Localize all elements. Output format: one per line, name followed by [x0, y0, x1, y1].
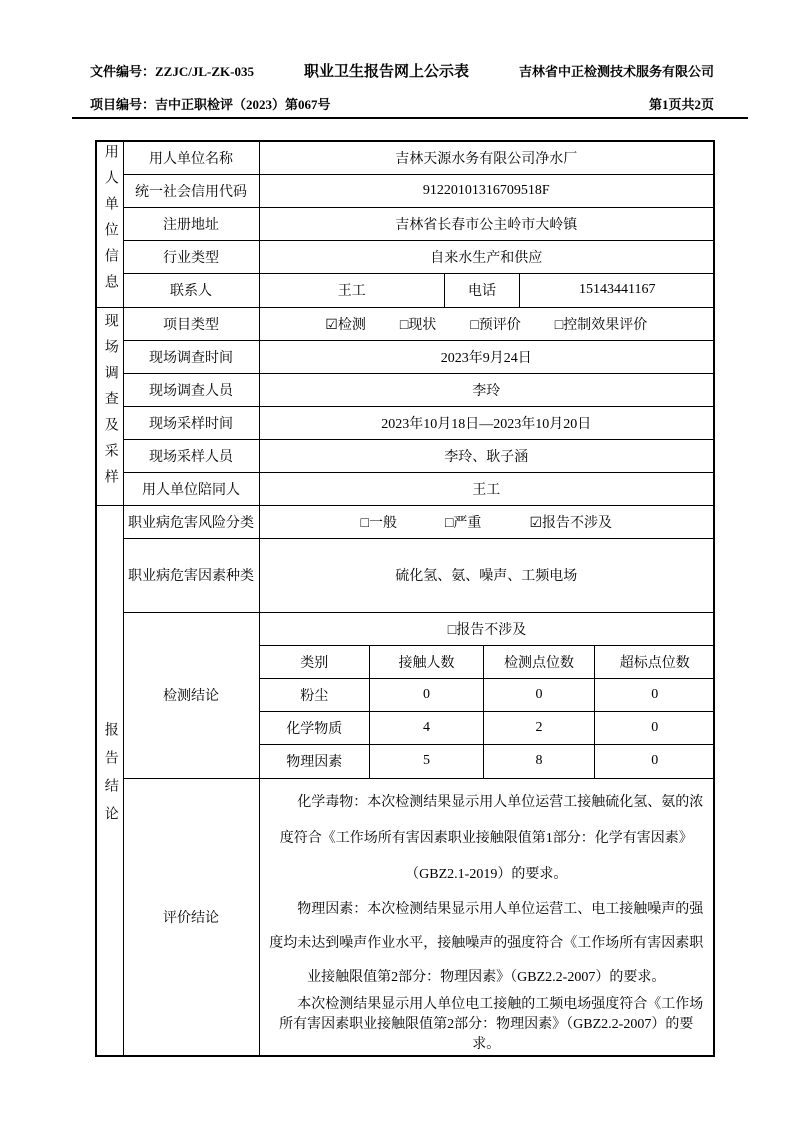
evaluation-conclusion-label: 评价结论: [123, 778, 259, 1056]
cell-value: 2: [484, 712, 595, 745]
section-employer-info: [96, 141, 123, 307]
checkbox-option-detection: ☑检测: [325, 317, 366, 333]
checkbox-option-general: □一般: [360, 515, 397, 531]
detection-na-option: □报告不涉及: [260, 613, 715, 646]
table-row: [96, 307, 714, 340]
phone-label: 电话: [445, 274, 520, 307]
form-title: 职业卫生报告网上公示表: [303, 64, 469, 80]
contact-label: 联系人: [123, 273, 259, 307]
evaluation-conclusion-text: [260, 779, 714, 1055]
cell-value: 0: [595, 745, 715, 778]
table-row: [260, 679, 715, 712]
cell-category: 物理因素: [260, 745, 370, 778]
sampling-staff-value: 李玲、耿子涵: [259, 439, 714, 472]
column-header-exposed-count: 接触人数: [370, 646, 484, 679]
table-row: [96, 538, 714, 612]
risk-class-label: 职业病危害风险分类: [123, 505, 259, 538]
evaluation-paragraph-chemical: 化学毒物：本次检测结果显示用人单位运营工接触硫化氢、氨的浓度符合《工作场所有害因素职业接触限值第1部分：化学有害因素》（GBZ2.1-2019）的要求。: [279, 794, 704, 882]
hazard-factors-label: 职业病危害因素种类: [123, 538, 259, 612]
cell-value: 8: [484, 745, 595, 778]
table-row: [96, 174, 714, 207]
evaluation-paragraph-power-frequency: 本次检测结果显示用人单位电工接触的工频电场强度符合《工作场所有害因素职业接触限值第2部分：物理因素》（GBZ2.2-2007）的要求。: [279, 996, 704, 1052]
checkbox-option-not-involved: ☑报告不涉及: [529, 515, 612, 531]
industry-label: 行业类型: [123, 240, 259, 273]
project-type-options: [260, 314, 714, 334]
table-header-row: [260, 646, 715, 679]
table-row: [260, 712, 715, 745]
table-row: [96, 240, 714, 273]
sampling-time-label: 现场采样时间: [123, 406, 259, 439]
table-row: [96, 612, 714, 778]
escort-label: 用人单位陪同人: [123, 472, 259, 505]
cell-category: 粉尘: [260, 679, 370, 712]
project-number: 项目编号：吉中正职检评（2023）第067号: [90, 97, 331, 112]
escort-value: 王工: [259, 472, 714, 505]
credit-code-value: 91220101316709518F: [259, 174, 714, 207]
table-row: [96, 273, 714, 307]
sampling-time-value: 2023年10月18日—2023年10月20日: [259, 406, 714, 439]
survey-time-label: 现场调查时间: [123, 340, 259, 373]
section-report-conclusion: [96, 505, 123, 1056]
column-header-detection-points: 检测点位数: [484, 646, 595, 679]
checkbox-option-control-effect: □控制效果评价: [554, 317, 648, 333]
cell-category: 化学物质: [260, 712, 370, 745]
cell-value: 4: [370, 712, 484, 745]
address-label: 注册地址: [123, 207, 259, 240]
table-row: [96, 505, 714, 538]
section-label: 报告结论: [102, 721, 118, 834]
cell-value: 0: [484, 679, 595, 712]
section-label: 现场调查及采样: [102, 312, 118, 495]
section-label: 用人单位信息: [102, 143, 118, 300]
page-indicator: 第1页共2页: [648, 97, 714, 112]
credit-code-label: 统一社会信用代码: [123, 174, 259, 207]
survey-staff-value: 李玲: [259, 373, 714, 406]
document-header: [90, 60, 714, 81]
sampling-staff-label: 现场采样人员: [123, 439, 259, 472]
checkbox-option-severe: □严重: [444, 515, 482, 531]
table-row: [96, 340, 714, 373]
table-row: [96, 141, 714, 174]
phone-value: 15143441167: [520, 274, 715, 307]
column-header-exceeding-points: 超标点位数: [595, 646, 715, 679]
hazard-factors-value: 硫化氢、氨、噪声、工频电场: [259, 538, 714, 612]
table-row: [96, 373, 714, 406]
header-divider: [72, 117, 748, 119]
survey-staff-label: 现场调查人员: [123, 373, 259, 406]
cell-value: 5: [370, 745, 484, 778]
address-value: 吉林省长春市公主岭市大岭镇: [259, 207, 714, 240]
detection-conclusion-label: 检测结论: [123, 612, 259, 778]
table-row: [260, 745, 715, 778]
publicity-form-table: [95, 140, 715, 1057]
table-row: [96, 778, 714, 1056]
checkbox-option-status: □现状: [399, 317, 437, 333]
table-row: [260, 274, 715, 307]
employer-name-label: 用人单位名称: [123, 141, 259, 174]
cell-value: 0: [595, 712, 715, 745]
checkbox-option-pre-evaluation: □预评价: [470, 317, 521, 333]
column-header-category: 类别: [260, 646, 370, 679]
table-row: [96, 207, 714, 240]
table-row: [96, 406, 714, 439]
industry-value: 自来水生产和供应: [259, 240, 714, 273]
cell-value: 0: [370, 679, 484, 712]
table-row: [96, 439, 714, 472]
cell-value: 0: [595, 679, 715, 712]
company-name: 吉林省中正检测技术服务有限公司: [518, 64, 714, 79]
contact-value: 王工: [260, 274, 445, 307]
file-number: 文件编号：ZZJC/JL-ZK-035: [90, 64, 254, 79]
section-site-survey: [96, 307, 123, 505]
survey-time-value: 2023年9月24日: [259, 340, 714, 373]
employer-name-value: 吉林天源水务有限公司净水厂: [259, 141, 714, 174]
project-type-label: 项目类型: [123, 307, 259, 340]
risk-class-options: [260, 512, 714, 532]
evaluation-paragraph-physical: 物理因素：本次检测结果显示用人单位运营工、电工接触噪声的强度均未达到噪声作业水平，接触噪声的强度符合《工作场所有害因素职业接触限值第2部分：物理因素》（GBZ2.2-2007）的要求。: [269, 901, 704, 985]
contact-subtable: [260, 274, 715, 307]
table-row: [260, 613, 715, 646]
detection-results-table: [260, 613, 715, 778]
table-row: [96, 472, 714, 505]
document-subheader: [90, 94, 714, 113]
